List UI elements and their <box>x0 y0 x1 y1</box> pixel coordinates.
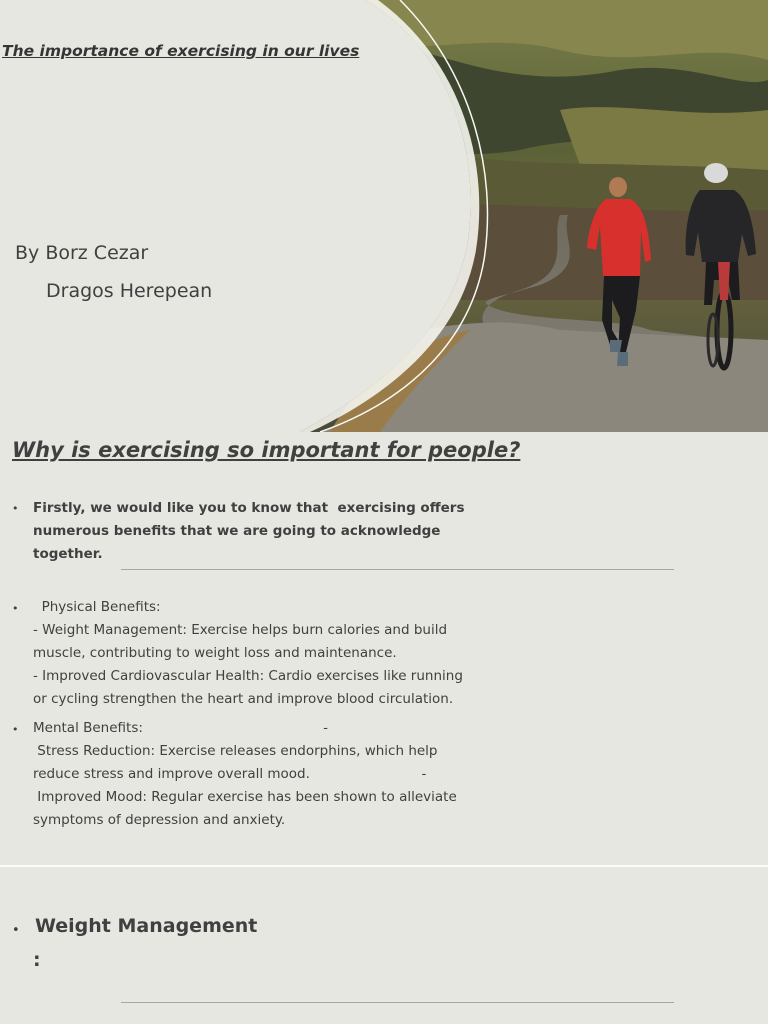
physical-line: or cycling strengthen the heart and improve blood circulation. <box>33 691 454 707</box>
divider-line <box>121 569 674 570</box>
title-slide <box>0 0 768 432</box>
divider-line <box>121 1002 674 1003</box>
bullet-marker: • <box>12 923 20 938</box>
mental-line: Improved Mood: Regular exercise has been shown to alleviate <box>33 789 457 805</box>
bullet-heading: Weight Management <box>35 915 258 937</box>
bullet-heading-continuation: : <box>33 949 41 971</box>
mental-line: Mental Benefits: - <box>33 720 329 736</box>
benefits-slide <box>0 433 768 865</box>
mental-line: Stress Reduction: Exercise releases endorphins, which help <box>33 743 438 759</box>
intro-line: together. <box>33 546 103 562</box>
bullet-marker: • <box>12 602 19 615</box>
slide-title: Why is exercising so important for people? <box>12 438 521 462</box>
bullet-marker: • <box>12 502 19 515</box>
physical-line: - Weight Management: Exercise helps burn calories and build <box>33 622 448 638</box>
bullet-marker: • <box>12 723 19 736</box>
intro-line: numerous benefits that we are going to acknowledge <box>33 523 441 539</box>
intro-line: Firstly, we would like you to know that exercising offers <box>33 500 465 516</box>
physical-line: muscle, contributing to weight loss and maintenance. <box>33 645 397 661</box>
author-line-1: By Borz Cezar <box>15 242 149 264</box>
runner-and-cyclist-photo <box>0 0 768 432</box>
mental-line: symptoms of depression and anxiety. <box>33 812 286 828</box>
presentation-title: The importance of exercising in our lives <box>2 42 360 60</box>
mental-line: reduce stress and improve overall mood. - <box>33 766 427 782</box>
weight-management-slide <box>0 867 768 1024</box>
author-line-2: Dragos Herepean <box>46 280 213 302</box>
physical-line: Physical Benefits: <box>33 599 161 615</box>
physical-line: - Improved Cardiovascular Health: Cardio exercises like running <box>33 668 463 684</box>
